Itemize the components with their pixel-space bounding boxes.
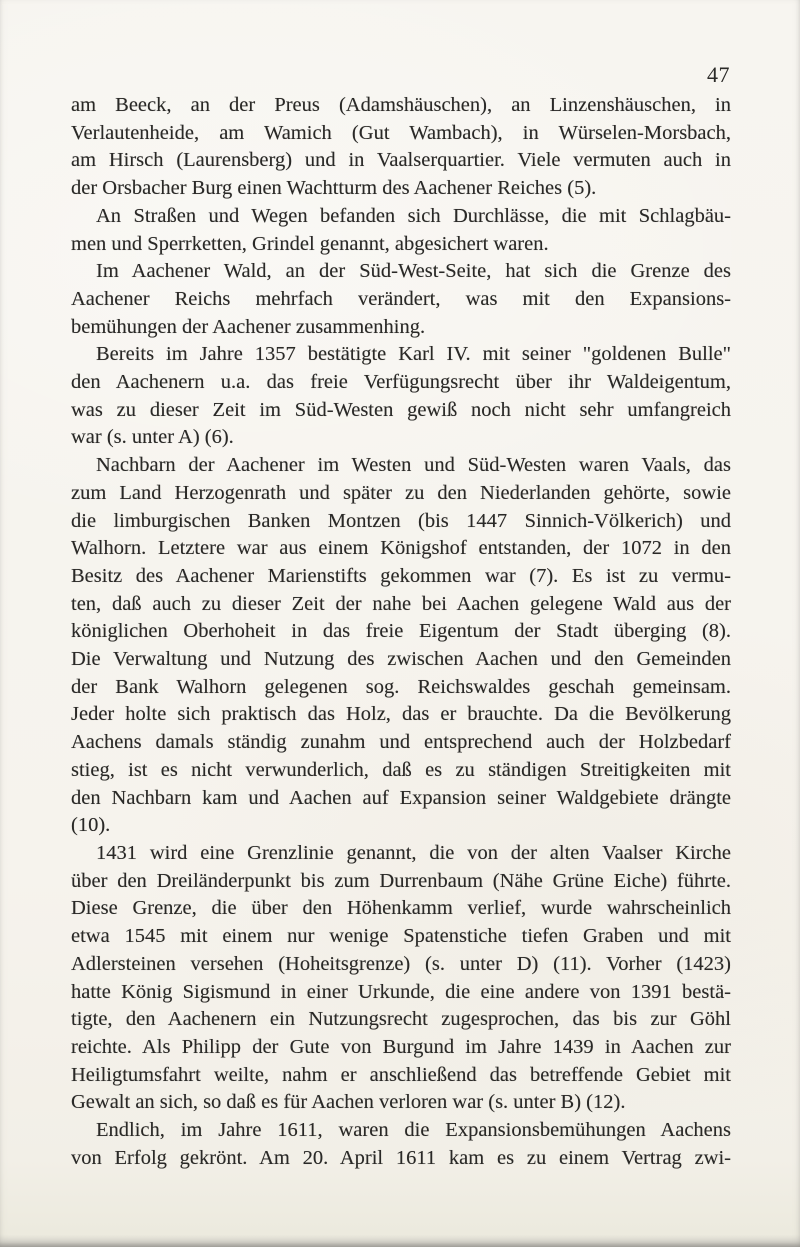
paragraph <box>71 452 731 840</box>
paragraph <box>71 92 731 203</box>
text-line: (10). <box>71 814 111 837</box>
paragraph <box>71 1117 731 1172</box>
text-line: An Straßen und Wegen befanden sich Durchlässe, die mit Schlagbäu- <box>96 204 731 227</box>
text-line: königlichen Oberhoheit in das freie Eigentum der Stadt überging (8). <box>71 620 731 643</box>
text-line: Endlich, im Jahre 1611, waren die Expansionsbemühungen Aachens <box>96 1119 731 1142</box>
text-line: etwa 1545 mit einem nur wenige Spatenstiche tiefen Graben und mit <box>71 925 731 948</box>
text-line: von Erfolg gekrönt. Am 20. April 1611 kam es zu einem Vertrag zwi- <box>71 1146 731 1169</box>
text-line: Im Aachener Wald, an der Süd-West-Seite, hat sich die Grenze des <box>96 260 731 283</box>
text-line: hatte König Sigismund in einer Urkunde, die eine andere von 1391 bestä- <box>71 980 731 1003</box>
paragraph <box>71 840 731 1117</box>
text-line: reichte. Als Philipp der Gute von Burgund im Jahre 1439 in Aachen zur <box>71 1035 731 1058</box>
text-line: Adlersteinen versehen (Hoheitsgrenze) (s. unter D) (11). Vorher (1423) <box>71 952 731 975</box>
paragraph <box>71 203 731 258</box>
text-line: men und Sperrketten, Grindel genannt, abgesichert waren. <box>71 232 549 255</box>
text-line: am Beeck, an der Preus (Adamshäuschen), an Linzenshäuschen, in <box>71 94 731 116</box>
text-line: Gewalt an sich, so daß es für Aachen verloren war (s. unter B) (12). <box>71 1091 626 1114</box>
text-line: den Nachbarn kam und Aachen auf Expansion seiner Waldgebiete drängte <box>71 786 731 809</box>
paragraph <box>71 341 731 452</box>
text-line: Walhorn. Letztere war aus einem Königshof entstanden, der 1072 in den <box>71 537 731 560</box>
text-line: Aachener Reichs mehrfach verändert, was mit den Expansions- <box>71 287 731 310</box>
text-line: den Aachenern u.a. das freie Verfügungsrecht über ihr Waldeigentum, <box>71 371 731 394</box>
text-line: Besitz des Aachener Marienstifts gekommen war (7). Es ist zu vermu- <box>71 564 731 587</box>
text-line: war (s. unter A) (6). <box>71 426 234 449</box>
text-line: Jeder holte sich praktisch das Holz, das er brauchte. Da die Bevölkerung <box>71 703 731 726</box>
text-line: ten, daß auch zu dieser Zeit der nahe bei Aachen gelegene Wald aus der <box>71 592 731 615</box>
text-line: Die Verwaltung und Nutzung des zwischen Aachen und den Gemeinden <box>71 648 731 671</box>
text-line: Aachens damals ständig zunahm und entsprechend auch der Holzbedarf <box>71 731 731 754</box>
text-line: stieg, ist es nicht verwunderlich, daß es zu ständigen Streitigkeiten mit <box>71 758 731 781</box>
text-line: bemühungen der Aachener zusammenhing. <box>71 315 426 338</box>
page-number: 47 <box>707 62 730 87</box>
text-line: Verlautenheide, am Wamich (Gut Wambach), in Würselen-Morsbach, <box>71 121 731 144</box>
text-block <box>71 92 731 1172</box>
text-line: Bereits im Jahre 1357 bestätigte Karl IV. mit seiner "goldenen Bulle" <box>96 343 731 366</box>
text-line: Diese Grenze, die über den Höhenkamm verlief, wurde wahrscheinlich <box>71 897 731 920</box>
text-line: der Bank Walhorn gelegenen sog. Reichswaldes geschah gemeinsam. <box>71 675 731 698</box>
text-line: tigte, den Aachenern ein Nutzungsrecht zugesprochen, das bis zur Göhl <box>71 1008 731 1031</box>
text-line: Nachbarn der Aachener im Westen und Süd-Westen waren Vaals, das <box>96 454 731 477</box>
text-line: zum Land Herzogenrath und später zu den Niederlanden gehörte, sowie <box>71 481 731 504</box>
text-line: die limburgischen Banken Montzen (bis 1447 Sinnich-Völkerich) und <box>71 509 731 532</box>
text-line: am Hirsch (Laurensberg) und in Vaalserquartier. Viele vermuten auch in <box>71 149 731 172</box>
text-line: der Orsbacher Burg einen Wachtturm des Aachener Reiches (5). <box>71 177 597 200</box>
paragraph <box>71 258 731 341</box>
text-line: Heiligtumsfahrt weilte, nahm er anschließend das betreffende Gebiet mit <box>71 1063 731 1086</box>
text-line: 1431 wird eine Grenzlinie genannt, die von der alten Vaalser Kirche <box>96 841 731 864</box>
text-line: was zu dieser Zeit im Süd-Westen gewiß noch nicht sehr umfangreich <box>71 398 731 421</box>
text-line: über den Dreiländerpunkt bis zum Durrenbaum (Nähe Grüne Eiche) führte. <box>71 869 731 892</box>
